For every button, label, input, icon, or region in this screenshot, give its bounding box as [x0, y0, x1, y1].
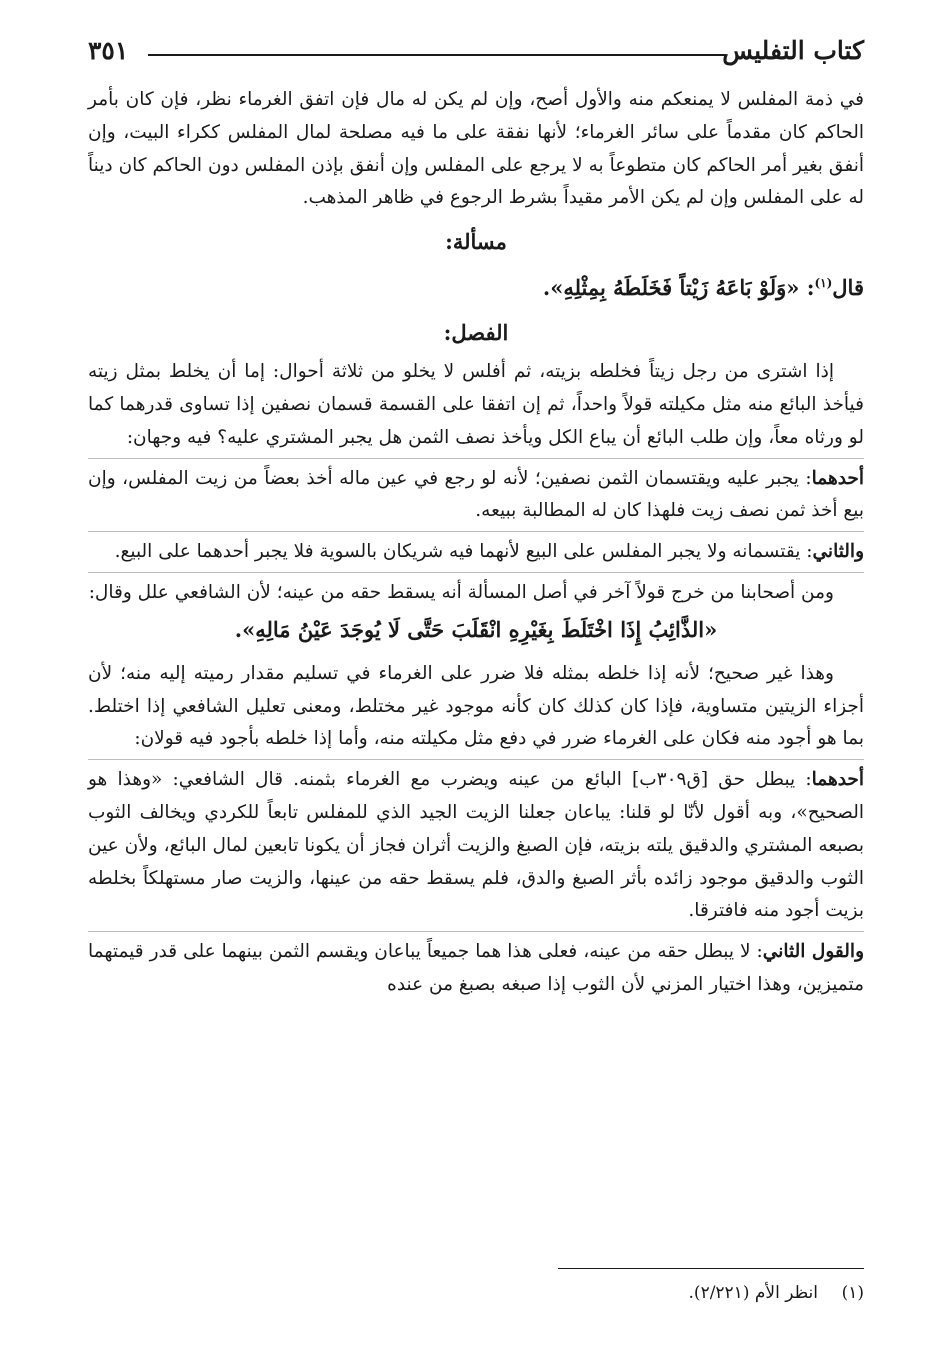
page-number: ٣٥١ — [88, 36, 129, 65]
footnote-number: (١) — [841, 1283, 864, 1303]
paragraph-4-text: : يقتسمانه ولا يجبر المفلس على البيع لأنهما فيه شريكان بالسوية فلا يجبر أحدهما على البيع. — [114, 541, 813, 563]
paragraph-3-text: : يجبر عليه ويقتسمان الثمن نصفين؛ لأنه لو رجع في عين ماله أخذ بعضاً من زيت المفلس، وإن بيع أخذ ثمن نصف زيت فلهذا كان له المطالبة ببيعه. — [88, 467, 864, 522]
paragraph-separator — [88, 759, 864, 760]
header-rule — [148, 54, 726, 56]
paragraph-1: في ذمة المفلس لا يمنعكم منه والأول أصح، وإن لم يكن له مال فإن اتفق الغرماء نظر، فإن كان بأمر الحاكم كان مقدماً على سائر الغرماء؛ لأنها نفقة على ما فيه مصلحة لمال المفلس ككراء البيت، وإن أنفق بغير أمر الحاكم كان متطوعاً به لا يرجع على المفلس وإن أنفق بإذن المفلس دون الحاكم كان ديناً له على المفلس وإن لم يكن الأمر مقيداً بشرط الرجوع في ظاهر المذهب. — [88, 89, 864, 209]
paragraph-separator — [88, 458, 864, 459]
footnote-text: انظر الأم (٢/٢٢١). — [688, 1283, 818, 1303]
paragraph-8-text: : لا يبطل حقه من عينه، فعلى هذا هما جميعاً يباعان ويقسم الثمن بينهما على قدر قيمتهما متميزين، وهذا اختيار المزني لأن الثوب إذا صبغه بصبغ من عنده — [88, 941, 864, 995]
paragraph-7 — [88, 764, 864, 928]
paragraph-3 — [88, 463, 864, 529]
heading-fasl: الفصل: — [443, 320, 509, 346]
page-body — [88, 84, 864, 1002]
paragraph-6: وهذا غير صحيح؛ لأنه إذا خلطه بمثله فلا ضرر على الغرماء في تسليم مقدار رميته إليه منه؛ لأن أجزاء الزيتين متساوية، فإذا كان كذلك كان كأنه موجود غير مختلط، ومعنى تعليل الشافعي إذا اختلط. بما هو أجود منه فكان على الغرماء ضرر في دفع مثل مكيلته منه، وأما إذا خلطه بأجود فيه قولان: — [88, 662, 864, 750]
paragraph-3-lead: أحدهما — [811, 467, 864, 489]
page-header — [88, 30, 864, 70]
paragraph-2: إذا اشترى من رجل زيتاً فخلطه بزيته، ثم أفلس لا يخلو من ثلاثة أحوال: إما أن يخلط بمثل زيته فيأخذ البائع منه مثل مكيلته قولاً واحداً، ثم إن اتفقا على القسمة قسمان نصفين إذا تساوى قدرهما كما لو ورثاه معاً، وإن طلب البائع أن يباع الكل ويأخذ نصف الثمن هل يجبر المشتري عليه؟ فيه وجهان: — [88, 361, 864, 448]
paragraph-7-text: : يبطل حق [ق٣٠٩ب] البائع من عينه ويضرب مع الغرماء بثمنه. قال الشافعي: «وهذا هو الصحيح»، وبه أقول لأنّا لو قلنا: يباعان جعلنا الزيت الجيد الذي للمفلس تابعاً للكردي ويخالف الثوب بصبعه المشتري والدقيق يلته بزيته، فإن الصبغ والزيت أثران فجاز أن يكونا تابعين لمال البائع، ولأن عين الثوب والدقيق موجود زائده بأثر الصبغ والدق، فلم يسقط حقه من عينها، والزيت صار مستهلكاً بخلطه بزيت أجود منه فافترقا. — [88, 769, 864, 922]
heading-masala: مسألة: — [445, 229, 507, 255]
shafii-quote: «الذَّائِبُ إِذَا اخْتَلَطَ بِغَيْرِهِ انْقَلَبَ حَتَّى لَا يُوجَدَ عَيْنُ مَالِهِ». — [234, 616, 718, 642]
paragraph-4-lead: والثاني — [812, 541, 864, 563]
footnote-ref: (١) — [814, 276, 833, 291]
qala-text: : «وَلَوْ بَاعَهُ زَيْتاً فَخَلَطَهُ بِمِثْلِهِ». — [542, 275, 815, 301]
footnote — [88, 1280, 864, 1306]
paragraph-7-lead: أحدهما — [811, 769, 864, 791]
paragraph-8-lead: والقول الثاني — [762, 941, 864, 963]
paragraph-5: ومن أصحابنا من خرج قولاً آخر في أصل المسألة أنه يسقط حقه من عينه؛ لأن الشافعي علل وقال: — [88, 581, 834, 603]
paragraph-4 — [88, 536, 864, 569]
paragraph-8 — [88, 936, 864, 1002]
chapter-title: كتاب التفليس — [722, 36, 864, 65]
qala-line — [88, 265, 864, 306]
paragraph-separator — [88, 572, 864, 573]
paragraph-separator — [88, 531, 864, 532]
footnote-rule — [558, 1268, 864, 1269]
qala-label: قال — [832, 275, 864, 301]
paragraph-separator — [88, 931, 864, 932]
